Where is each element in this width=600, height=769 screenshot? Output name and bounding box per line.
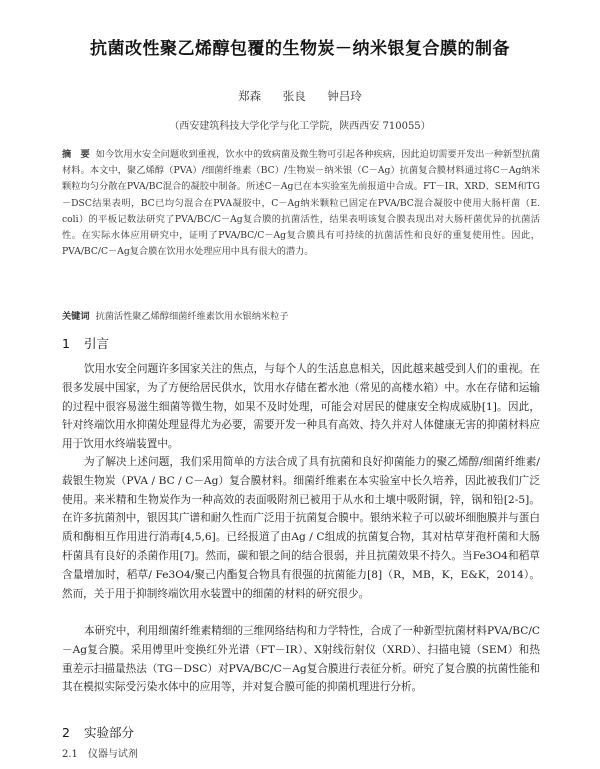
section-number: 1 — [62, 336, 70, 351]
abstract-text: 如今饮用水安全问题收到重视，饮水中的致病菌及微生物可引起各种疾病，因此迫切需要开发出一种新型抗菌材料。本文中，聚乙烯醇（PVA）/细菌纤维素（BC）/生物炭－纳米银（C－Ag）抗菌复合膜材料通过将C－Ag纳米颗粒均匀分散在PVA/BC混合的凝胶中制备。所述C－Ag已在本实验室先前报道中合成。FT－IR、XRD、SEM和TG－DSC结果表明，BC已均匀混合在PVA凝胶中，C－Ag纳米颗粒已固定在PVA/BC混合凝胶中使用大肠杆菌（E. coli）的平板记数法研究了PVA/BC/C－Ag复合膜的抗菌活性，结果表明该复合膜表现出对大肠杆菌优异的抗菌活性。在实际水体应用研究中，证明了PVA/BC/C－Ag复合膜具有可持续的抗菌活性和良好的重复使用性。因此，PVA/BC/C－Ag复合膜在饮用水处理应用中具有很大的潜力。 — [62, 149, 541, 258]
section-title: 实验部分 — [83, 725, 134, 740]
paper-title: 抗菌改性聚乙烯醇包覆的生物炭－纳米银复合膜的制备 — [90, 39, 510, 59]
keywords — [62, 309, 540, 325]
authors: 郑森 张良 钟吕玲 — [238, 89, 362, 103]
keywords-label: 关键词 — [62, 311, 90, 322]
subsection-heading — [62, 745, 138, 760]
section-heading-experimental — [62, 723, 134, 741]
abstract — [62, 147, 540, 260]
body-paragraph: 为了解决上述问题，我们采用简单的方法合成了具有抗菌和良好抑菌能力的聚乙烯醇/细菌纤维素/载银生物炭（PVA / BC / C－Ag）复合膜材料。细菌纤维素在本实验室中长久培养，因此被我们广泛使用。来米精和生物炭作为一种高效的表面吸附剂已被用于从水和土壤中吸附铜，锌，锅和铅[2-5]。在许多抗菌剂中，银因其广谱和耐久性而广泛用于抗菌复合膜中。银纳米粒子可以破坏细胞膜并与蛋白质和酶相互作用进行消毒[4,5,6]。已经报道了由Ag / C组成的抗菌复合物，其对枯草芽孢杆菌和大肠杆菌具有良好的杀菌作用[7]。然而，碳和银之间的结合很弱，并且抗菌效果不持久。当Fe3O4和稻草含量增加时，稻草/ Fe3O4/聚己内酯复合物具有很强的抗菌能力[8]（R，MB，K，E&K，2014）。然而，关于用于抑制终端饮用水装置中的细菌的材料的研究很少。 — [62, 456, 540, 600]
keywords-text: 抗菌活性聚乙烯醇细菌纤维素饮用水银纳米粒子 — [95, 311, 289, 322]
body-paragraph: 饮用水安全问题许多国家关注的焦点，与每个人的生活息息相关，因此越来越受到人们的重视。在很多发展中国家，为了方便给居民供水，饮用水存储在蓄水池（常见的高楼水箱）中。水在存储和运输的过程中很容易滋生细菌等微生物，如果不及时处理，可能会对居民的健康安全构成威胁[1]。因此，针对终端饮用水抑菌处理显得尤为必要，需要开发一种具有高效、持久并对人体健康无害的抑菌材料应用于饮用水终端装置中。 — [62, 363, 540, 451]
body-paragraph: 本研究中，利用细菌纤维素精细的三维网络结构和力学特性，合成了一种新型抗菌材料PVA/BC/C－Ag复合膜。采用傅里叶变换红外光谱（FT－IR）、X射线衍射仪（XRD）、扫描电镜（SEM）和热重差示扫描量热法（TG－DSC）对PVA/BC/C－Ag复合膜进行表征分析。研究了复合膜的抗菌性能和其在模拟实际受污染水体中的应用等，并对复合膜可能的抑菌机理进行分析。 — [62, 625, 540, 694]
section-number: 2 — [62, 725, 70, 740]
section-heading-intro — [62, 334, 109, 352]
subsection-title: 仪器与试剂 — [87, 749, 138, 760]
abstract-label: 摘 要 — [62, 149, 90, 160]
section-title: 引言 — [83, 336, 109, 351]
subsection-number: 2.1 — [62, 749, 78, 760]
affiliation: （西安建筑科技大学化学与化工学院，陕西西安 710055） — [169, 121, 431, 132]
